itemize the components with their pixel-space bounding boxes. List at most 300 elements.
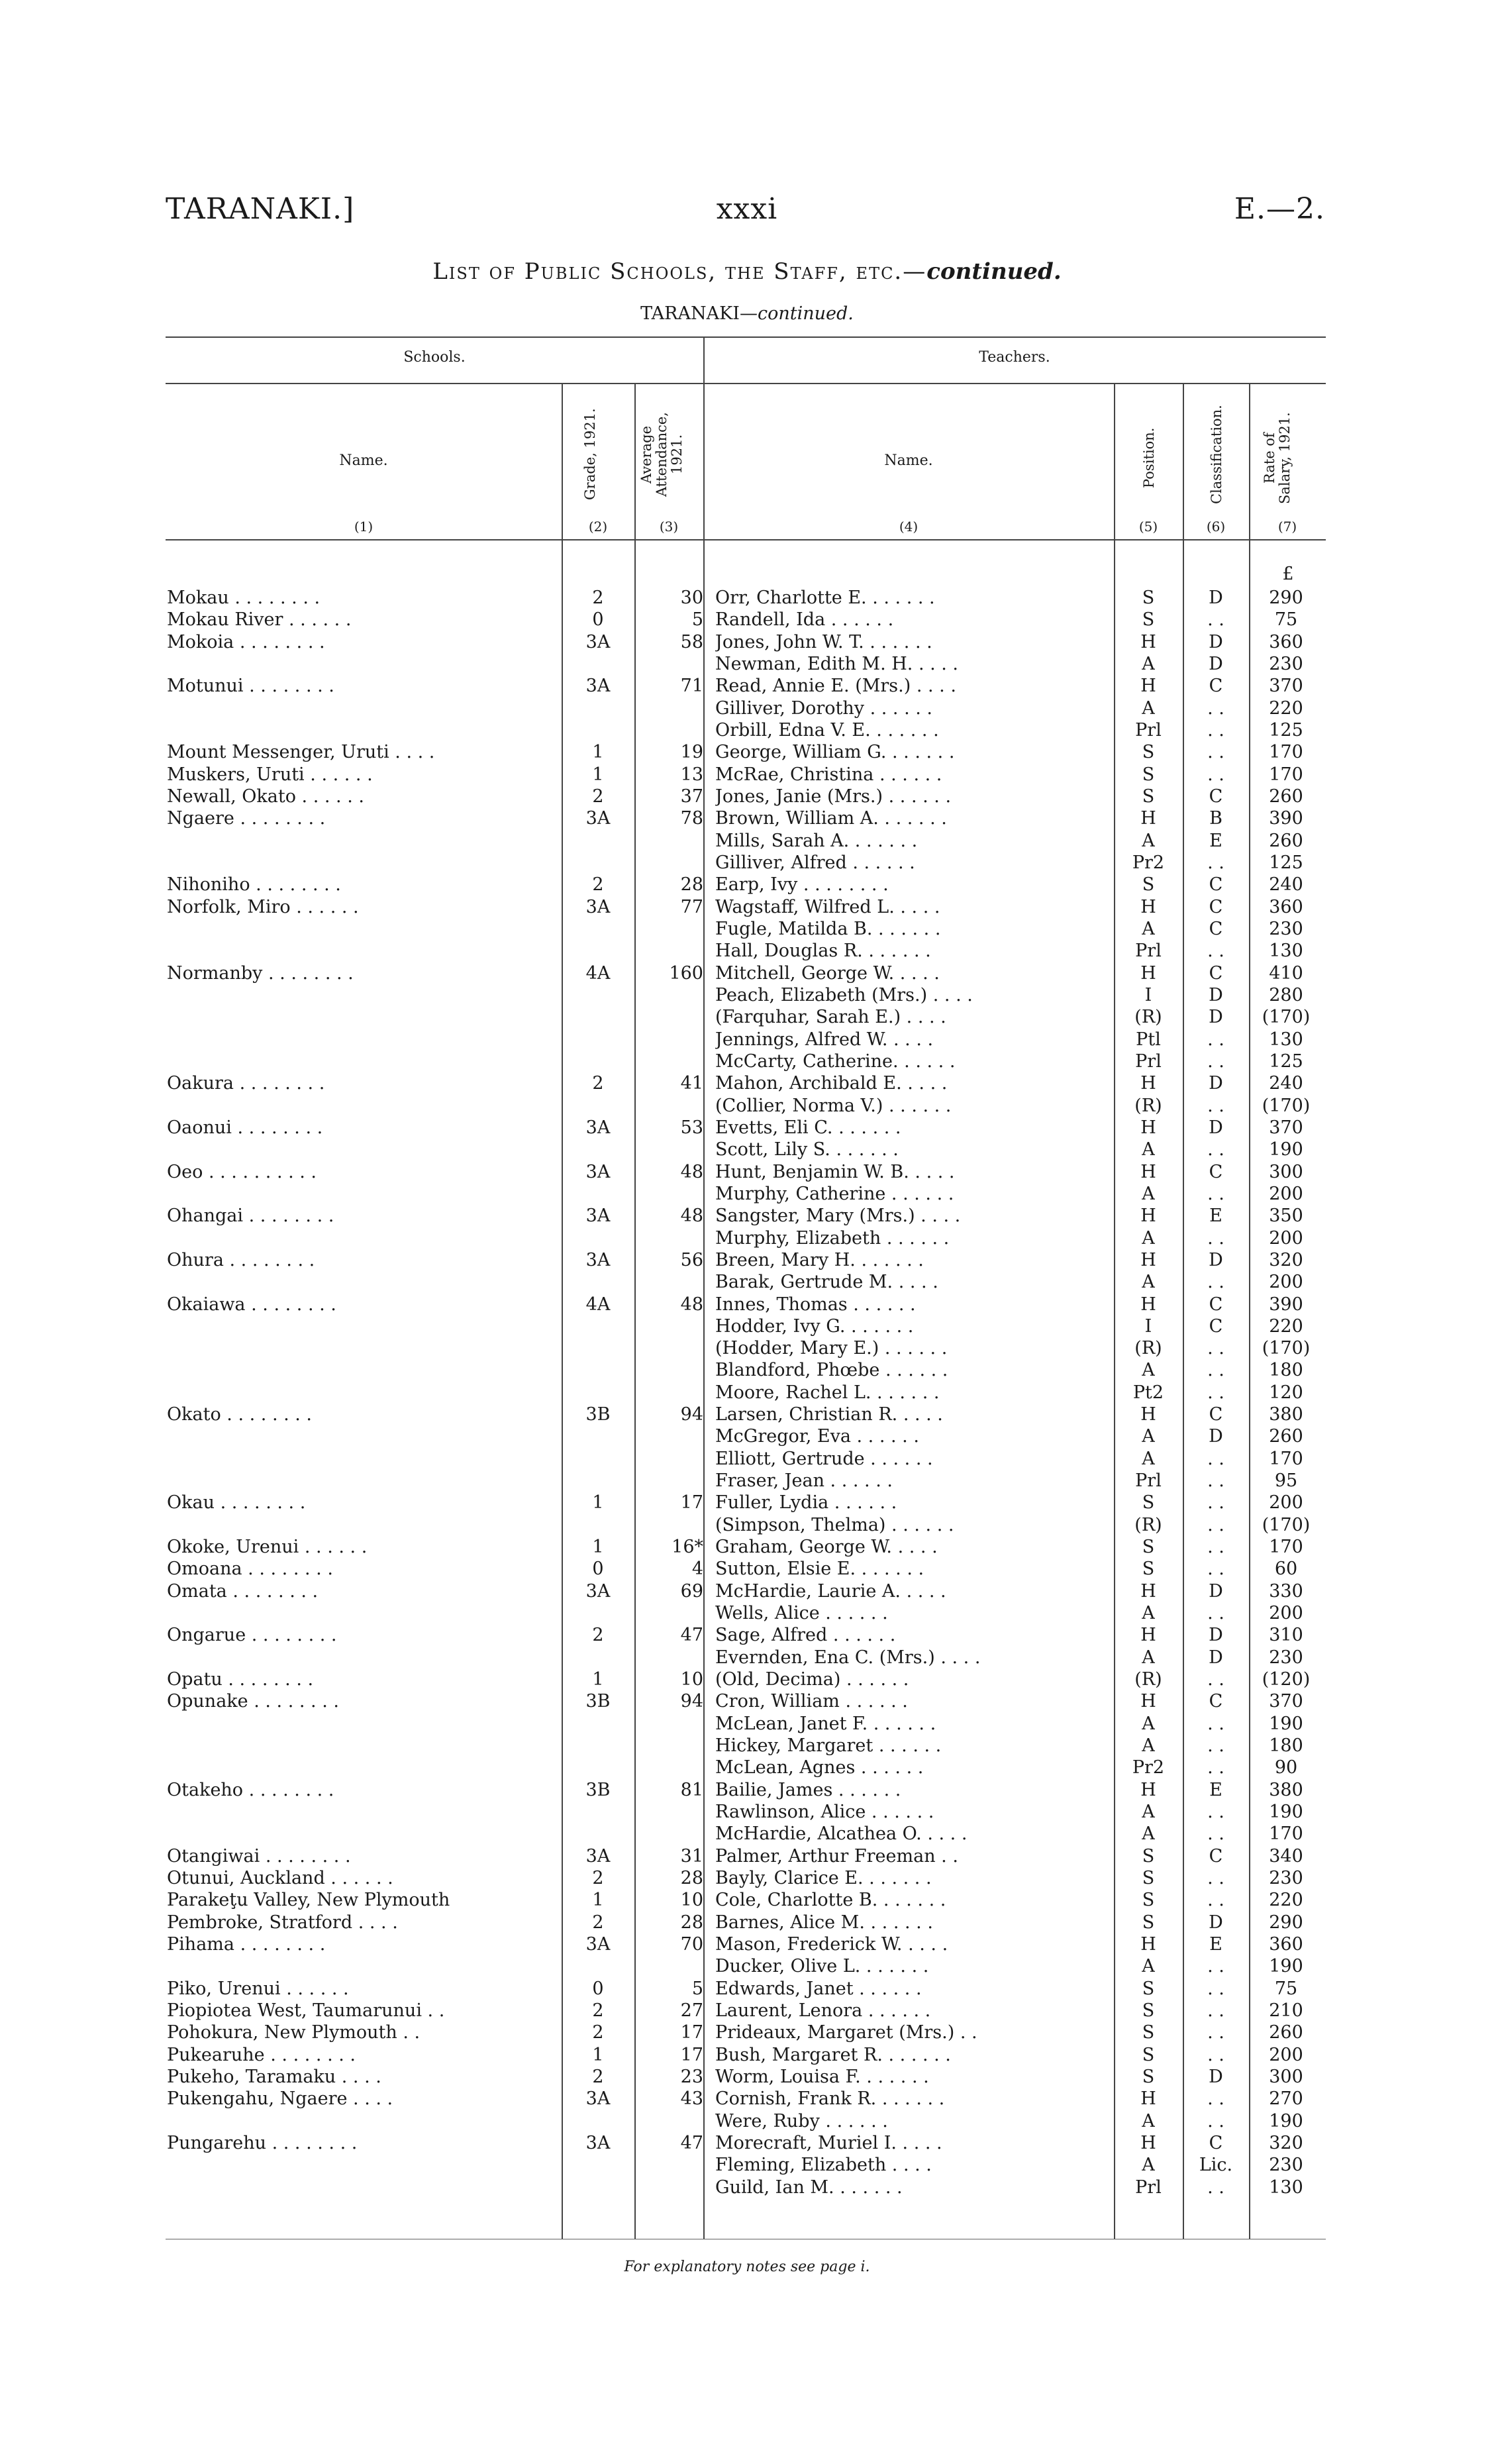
table-row	[0, 1051, 1494, 1072]
grade-cell: 1	[592, 742, 604, 763]
classification-cell: . .	[1207, 697, 1224, 719]
grade-cell: 3B	[585, 1779, 611, 1800]
salary-cell: 210	[1269, 2000, 1303, 2021]
teacher-name-cell: Bush, Margaret R. . . . . . .	[715, 2044, 951, 2065]
table-row	[0, 2110, 1494, 2132]
school-name-cell: Muskers, Uruti . . . . . .	[167, 764, 373, 785]
classification-cell: C	[1209, 896, 1223, 917]
table-row	[0, 1249, 1494, 1271]
classification-cell: D	[1209, 1117, 1223, 1138]
classification-cell: . .	[1207, 1978, 1224, 1999]
position-cell: A	[1142, 1647, 1155, 1668]
salary-cell: 170	[1269, 742, 1303, 763]
table-row	[0, 918, 1494, 940]
salary-cell: 370	[1269, 1691, 1303, 1712]
classification-cell: D	[1209, 631, 1223, 652]
school-name-cell: Pukengahu, Ngaere . . . .	[167, 2088, 393, 2110]
grade-cell: 3A	[585, 1580, 611, 1602]
attendance-cell: 17	[680, 2044, 703, 2065]
teacher-name-cell: Brown, William A. . . . . . .	[715, 808, 947, 829]
salary-cell: 320	[1269, 2132, 1303, 2153]
teacher-name-cell: Sage, Alfred . . . . . .	[715, 1625, 896, 1646]
salary-cell: 300	[1269, 2066, 1303, 2087]
position-cell: I	[1144, 1315, 1152, 1337]
salary-cell: 390	[1269, 808, 1303, 829]
grade-cell: 3A	[585, 1249, 611, 1270]
attendance-cell: 28	[680, 874, 703, 896]
attendance-cell: 19	[680, 742, 703, 763]
teacher-name-cell: Edwards, Janet . . . . . .	[715, 1978, 922, 1999]
attendance-cell: 48	[680, 1161, 703, 1182]
table-row	[0, 1624, 1494, 1646]
grade-cell: 3A	[585, 896, 611, 917]
school-name-cell: Otangiwai . . . . . . . .	[167, 1845, 351, 1867]
school-name-cell: Ohura . . . . . . . .	[167, 1249, 315, 1270]
table-row	[0, 2022, 1494, 2043]
table-row	[0, 1889, 1494, 1911]
table-row	[0, 1933, 1494, 1955]
attendance-cell: 47	[680, 2132, 703, 2153]
grade-cell: 2	[592, 1073, 604, 1094]
grade-cell: 3A	[585, 2088, 611, 2110]
salary-cell: 220	[1269, 1890, 1303, 1911]
table-row	[0, 741, 1494, 763]
position-cell: (R)	[1134, 1007, 1162, 1028]
school-name-cell: Opunake . . . . . . . .	[167, 1691, 339, 1712]
classification-cell: C	[1209, 1315, 1223, 1337]
table-row	[0, 1470, 1494, 1492]
attendance-cell: 37	[680, 786, 703, 807]
school-name-cell: Norfolk, Miro . . . . . .	[167, 896, 359, 917]
attendance-cell: 94	[680, 1404, 703, 1425]
school-name-cell: Pukearuhe . . . . . . . .	[167, 2044, 356, 2065]
footnote: For explanatory notes see page i.	[624, 2259, 870, 2275]
teacher-name-cell: Jennings, Alfred W. . . . .	[715, 1029, 934, 1050]
page-title-text: List of Public Schools, the Staff, etc.—	[432, 258, 927, 285]
grade-cell: 3B	[585, 1691, 611, 1712]
teacher-name-cell: Moore, Rachel L. . . . . . .	[715, 1382, 940, 1403]
salary-cell: 270	[1269, 2088, 1303, 2110]
classification-cell: B	[1209, 808, 1222, 829]
teacher-name-cell: Barak, Gertrude M. . . . .	[715, 1272, 938, 1293]
salary-cell: 390	[1269, 1294, 1303, 1315]
school-name-cell: Pihama . . . . . . . .	[167, 1934, 326, 1955]
classification-cell: C	[1209, 1691, 1223, 1712]
attendance-cell: 5	[691, 609, 703, 631]
teacher-name-cell: Peach, Elizabeth (Mrs.) . . . .	[715, 984, 973, 1005]
salary-cell: 370	[1269, 676, 1303, 697]
position-cell: S	[1142, 1912, 1155, 1933]
salary-cell: 260	[1269, 786, 1303, 807]
school-name-header: Name.	[339, 452, 388, 469]
salary-cell: 130	[1269, 1029, 1303, 1050]
position-cell: H	[1140, 2132, 1156, 2153]
attendance-cell: 69	[680, 1580, 703, 1602]
classification-cell: . .	[1207, 852, 1224, 873]
table-row	[0, 697, 1494, 719]
classification-cell: . .	[1207, 1735, 1224, 1757]
position-cell: A	[1142, 1823, 1155, 1845]
classification-cell: . .	[1207, 1338, 1224, 1359]
position-cell: A	[1142, 1735, 1155, 1757]
salary-cell: 200	[1269, 1272, 1303, 1293]
teacher-name-cell: Scott, Lily S. . . . . . .	[715, 1139, 899, 1160]
position-cell: S	[1142, 2000, 1155, 2021]
salary-cell: (170)	[1262, 1095, 1311, 1116]
position-header: Position.	[1141, 427, 1157, 488]
teacher-name-cell: Sutton, Elsie E. . . . . . .	[715, 1559, 924, 1580]
position-cell: H	[1140, 1249, 1156, 1270]
classification-cell: D	[1209, 588, 1223, 608]
classification-cell: . .	[1207, 1272, 1224, 1293]
table-row	[0, 1912, 1494, 1933]
salary-cell: (170)	[1262, 1338, 1311, 1359]
teacher-name-cell: McRae, Christina . . . . . .	[715, 764, 942, 785]
teacher-name-cell: Rawlinson, Alice . . . . . .	[715, 1802, 934, 1823]
teacher-name-cell: Mills, Sarah A. . . . . . .	[715, 830, 918, 851]
position-cell: S	[1142, 2044, 1155, 2065]
teacher-name-cell: McHardie, Alcathea O. . . . .	[715, 1823, 968, 1845]
position-cell: A	[1142, 830, 1155, 851]
classification-cell: . .	[1207, 609, 1224, 631]
classification-cell: C	[1209, 962, 1223, 984]
table-row	[0, 852, 1494, 874]
position-cell: H	[1140, 1691, 1156, 1712]
teacher-name-cell: Jones, John W. T. . . . . . .	[715, 631, 932, 652]
table-row	[0, 1448, 1494, 1470]
position-cell: A	[1142, 1139, 1155, 1160]
classification-cell: . .	[1207, 1029, 1224, 1050]
grade-cell: 3A	[585, 631, 611, 652]
salary-cell: 380	[1269, 1779, 1303, 1800]
attendance-cell: 71	[680, 676, 703, 697]
teacher-name-cell: Worm, Louisa F. . . . . . .	[715, 2066, 929, 2087]
classification-cell: . .	[1207, 1227, 1224, 1249]
position-cell: S	[1142, 2022, 1155, 2043]
grade-cell: 2	[592, 786, 604, 807]
salary-cell: 60	[1274, 1559, 1298, 1580]
position-cell: H	[1140, 1161, 1156, 1182]
salary-cell: 260	[1269, 830, 1303, 851]
table-row	[0, 2066, 1494, 2088]
school-name-cell: Oeo . . . . . . . . . .	[167, 1161, 317, 1182]
teacher-name-cell: Murphy, Catherine . . . . . .	[715, 1183, 954, 1204]
school-name-cell: Ongarue . . . . . . . .	[167, 1625, 337, 1646]
teacher-name-cell: (Hodder, Mary E.) . . . . . .	[715, 1338, 948, 1359]
column-number: (7)	[1277, 519, 1297, 535]
table-row	[0, 830, 1494, 852]
school-name-cell: Pembroke, Stratford . . . .	[167, 1912, 398, 1933]
position-cell: Prl	[1135, 1470, 1162, 1492]
teacher-name-cell: McGregor, Eva . . . . . .	[715, 1426, 919, 1447]
grade-cell: 1	[592, 764, 604, 785]
table-row	[0, 2154, 1494, 2176]
teacher-name-cell: Earp, Ivy . . . . . . . .	[715, 874, 889, 896]
salary-cell: 170	[1269, 764, 1303, 785]
classification-cell: . .	[1207, 742, 1224, 763]
salary-cell: 260	[1269, 1426, 1303, 1447]
attendance-cell: 16*	[672, 1537, 703, 1558]
page-subtitle-text: TARANAKI—	[640, 303, 758, 324]
position-cell: A	[1142, 2155, 1155, 2176]
classification-cell: . .	[1207, 764, 1224, 785]
classification-cell: D	[1209, 1580, 1223, 1602]
classification-cell: . .	[1207, 1139, 1224, 1160]
table-row	[0, 1382, 1494, 1404]
school-name-cell: Normanby . . . . . . . .	[167, 962, 354, 984]
attendance-cell: 48	[680, 1206, 703, 1227]
table-row	[0, 1072, 1494, 1094]
classification-cell: E	[1209, 1779, 1222, 1800]
classification-cell: C	[1209, 1845, 1223, 1867]
table-row	[0, 1095, 1494, 1117]
teacher-name-cell: (Simpson, Thelma) . . . . . .	[715, 1514, 954, 1535]
school-name-cell: Ngaere . . . . . . . .	[167, 808, 326, 829]
table-row	[0, 587, 1494, 609]
salary-cell: 290	[1269, 1912, 1303, 1933]
attendance-cell: 28	[680, 1912, 703, 1933]
table-row	[0, 2000, 1494, 2022]
school-name-cell: Okato . . . . . . . .	[167, 1404, 313, 1425]
salary-cell: 410	[1269, 962, 1303, 984]
currency-symbol: £	[1282, 564, 1294, 584]
position-cell: S	[1142, 874, 1155, 896]
position-cell: S	[1142, 1845, 1155, 1867]
salary-cell: 190	[1269, 1139, 1303, 1160]
position-cell: S	[1142, 2066, 1155, 2087]
position-cell: H	[1140, 896, 1156, 917]
attendance-cell: 4	[691, 1559, 703, 1580]
teacher-name-cell: (Collier, Norma V.) . . . . . .	[715, 1095, 952, 1116]
teacher-name-cell: Orbill, Edna V. E. . . . . . .	[715, 719, 939, 741]
position-cell: Pt2	[1132, 1382, 1164, 1403]
position-cell: (R)	[1134, 1338, 1162, 1359]
teacher-name-cell: McLean, Janet F. . . . . . .	[715, 1713, 936, 1734]
column-number: (2)	[588, 519, 608, 535]
column-number: (3)	[659, 519, 679, 535]
attendance-cell: 94	[680, 1691, 703, 1712]
school-name-cell: Mokau . . . . . . . .	[167, 588, 321, 608]
classification-cell: C	[1209, 2132, 1223, 2153]
school-name-cell: Mokoia . . . . . . . .	[167, 631, 325, 652]
school-name-cell: Nihoniho . . . . . . . .	[167, 874, 341, 896]
page-title-suffix: continued.	[926, 258, 1062, 285]
salary-cell: 170	[1269, 1537, 1303, 1558]
school-name-cell: Parakeţu Valley, New Plymouth	[167, 1890, 450, 1911]
classification-cell: . .	[1207, 1823, 1224, 1845]
table-row	[0, 2088, 1494, 2110]
position-cell: A	[1142, 1956, 1155, 1977]
position-cell: Ptl	[1136, 1029, 1161, 1050]
teacher-name-cell: Gilliver, Dorothy . . . . . .	[715, 697, 932, 719]
table-row	[0, 1404, 1494, 1425]
classification-cell: . .	[1207, 2110, 1224, 2131]
position-cell: (R)	[1134, 1095, 1162, 1116]
salary-cell: 180	[1269, 1735, 1303, 1757]
attendance-cell: 41	[680, 1073, 703, 1094]
school-name-cell: Okoke, Urenui . . . . . .	[167, 1537, 368, 1558]
salary-cell: 240	[1269, 1073, 1303, 1094]
salary-cell: 170	[1269, 1823, 1303, 1845]
attendance-cell: 78	[680, 808, 703, 829]
attendance-cell: 70	[680, 1934, 703, 1955]
classification-cell: E	[1209, 1934, 1222, 1955]
table-row	[0, 1823, 1494, 1845]
position-cell: A	[1142, 1183, 1155, 1204]
table-body	[0, 587, 1494, 2198]
teacher-name-cell: Innes, Thomas . . . . . .	[715, 1294, 916, 1315]
table-row	[0, 1558, 1494, 1580]
position-cell: S	[1142, 1978, 1155, 1999]
salary-cell: 200	[1269, 1603, 1303, 1624]
column-number: (4)	[899, 519, 919, 535]
attendance-cell: 48	[680, 1294, 703, 1315]
salary-cell: 75	[1274, 1978, 1298, 1999]
position-cell: S	[1142, 609, 1155, 631]
salary-cell: 260	[1269, 2022, 1303, 2043]
page-subtitle-suffix: continued.	[757, 303, 854, 324]
classification-cell: . .	[1207, 1051, 1224, 1072]
position-cell: S	[1142, 588, 1155, 608]
classification-cell: . .	[1207, 941, 1224, 962]
group-header-rule	[166, 383, 1326, 384]
grade-cell: 3A	[585, 1117, 611, 1138]
teachers-group-header: Teachers.	[979, 349, 1050, 366]
classification-cell: E	[1209, 830, 1222, 851]
classification-cell: . .	[1207, 2000, 1224, 2021]
table-row	[0, 719, 1494, 741]
grade-cell: 2	[592, 2022, 604, 2043]
classification-cell: . .	[1207, 1956, 1224, 1977]
school-name-cell: Ohangai . . . . . . . .	[167, 1206, 334, 1227]
table-row	[0, 1117, 1494, 1139]
teacher-name-cell: Ducker, Olive L. . . . . . .	[715, 1956, 929, 1977]
grade-cell: 0	[592, 609, 604, 631]
classification-cell: D	[1209, 1912, 1223, 1933]
salary-cell: (170)	[1262, 1007, 1311, 1028]
table-row	[0, 1139, 1494, 1160]
column-number: (6)	[1206, 519, 1226, 535]
page-title	[0, 258, 1494, 285]
classification-cell: . .	[1207, 1448, 1224, 1469]
teacher-name-cell: (Farquhar, Sarah E.) . . . .	[715, 1007, 946, 1028]
classification-cell: D	[1209, 1073, 1223, 1094]
table-row	[0, 675, 1494, 697]
teacher-name-cell: Gilliver, Alfred . . . . . .	[715, 852, 915, 873]
salary-cell: 230	[1269, 1647, 1303, 1668]
table-row	[0, 1271, 1494, 1293]
table-row	[0, 940, 1494, 962]
teacher-name-cell: Mason, Frederick W. . . . .	[715, 1934, 948, 1955]
teacher-name-header: Name.	[884, 452, 933, 469]
teacher-name-cell: Evernden, Ena C. (Mrs.) . . . .	[715, 1647, 981, 1668]
teacher-name-cell: Hickey, Margaret . . . . . .	[715, 1735, 942, 1757]
position-cell: A	[1142, 918, 1155, 939]
salary-cell: 230	[1269, 1868, 1303, 1889]
teacher-name-cell: Bailie, James . . . . . .	[715, 1779, 901, 1800]
table-row	[0, 1867, 1494, 1889]
classification-cell: . .	[1207, 1095, 1224, 1116]
school-name-cell: Omata . . . . . . . .	[167, 1580, 319, 1602]
classification-cell: . .	[1207, 1537, 1224, 1558]
grade-cell: 3A	[585, 808, 611, 829]
teacher-name-cell: Prideaux, Margaret (Mrs.) . .	[715, 2022, 977, 2043]
table-row	[0, 1425, 1494, 1447]
position-cell: A	[1142, 1603, 1155, 1624]
classification-cell: . .	[1207, 2022, 1224, 2043]
salary-cell: 90	[1274, 1757, 1298, 1778]
teacher-name-cell: Mahon, Archibald E. . . . .	[715, 1073, 948, 1094]
teacher-name-cell: McHardie, Laurie A. . . . .	[715, 1580, 946, 1602]
position-cell: A	[1142, 653, 1155, 674]
school-name-cell: Mokau River . . . . . .	[167, 609, 352, 631]
teacher-name-cell: Palmer, Arthur Freeman . .	[715, 1845, 958, 1867]
school-name-cell: Piopiotea West, Taumarunui . .	[167, 2000, 445, 2021]
grade-cell: 3B	[585, 1404, 611, 1425]
table-row	[0, 653, 1494, 675]
classification-cell: . .	[1207, 2044, 1224, 2065]
teacher-name-cell: Mitchell, George W. . . . .	[715, 962, 940, 984]
attendance-cell: 17	[680, 1492, 703, 1514]
teacher-name-cell: Hunt, Benjamin W. B. . . . .	[715, 1161, 955, 1182]
table-row	[0, 962, 1494, 984]
position-cell: I	[1144, 984, 1152, 1005]
attendance-cell: 56	[680, 1249, 703, 1270]
teacher-name-cell: Bayly, Clarice E. . . . . . .	[715, 1868, 932, 1889]
teacher-name-cell: Larsen, Christian R. . . . .	[715, 1404, 943, 1425]
salary-cell: 75	[1274, 609, 1298, 631]
grade-cell: 2	[592, 1912, 604, 1933]
position-cell: S	[1142, 1537, 1155, 1558]
attendance-cell: 160	[669, 962, 703, 984]
position-cell: Prl	[1135, 719, 1162, 741]
position-cell: H	[1140, 1779, 1156, 1800]
grade-cell: 1	[592, 1669, 604, 1690]
table-row	[0, 1580, 1494, 1602]
school-name-cell: Newall, Okato . . . . . .	[167, 786, 364, 807]
salary-cell: (170)	[1262, 1514, 1311, 1535]
attendance-cell: 58	[680, 631, 703, 652]
salary-cell: 350	[1269, 1206, 1303, 1227]
classification-cell: . .	[1207, 1669, 1224, 1690]
table-row	[0, 874, 1494, 896]
table-row	[0, 1315, 1494, 1337]
document-code: E.—2.	[1234, 192, 1325, 226]
attendance-cell: 13	[680, 764, 703, 785]
position-cell: (R)	[1134, 1514, 1162, 1535]
position-cell: S	[1142, 1890, 1155, 1911]
classification-cell: E	[1209, 1206, 1222, 1227]
salary-cell: 240	[1269, 874, 1303, 896]
school-name-cell: Piko, Urenui . . . . . .	[167, 1978, 349, 1999]
salary-cell: 330	[1269, 1580, 1303, 1602]
grade-cell: 2	[592, 1625, 604, 1646]
position-cell: H	[1140, 676, 1156, 697]
grade-cell: 3A	[585, 1206, 611, 1227]
table-row	[0, 1359, 1494, 1381]
table-row	[0, 1602, 1494, 1624]
table-row	[0, 984, 1494, 1006]
salary-cell: 125	[1269, 852, 1303, 873]
classification-cell: D	[1209, 1007, 1223, 1028]
classification-cell: . .	[1207, 1360, 1224, 1381]
attendance-cell: 31	[680, 1845, 703, 1867]
position-cell: Pr2	[1132, 852, 1165, 873]
teacher-name-cell: Sangster, Mary (Mrs.) . . . .	[715, 1206, 961, 1227]
attendance-cell: 10	[680, 1890, 703, 1911]
attendance-cell: 23	[680, 2066, 703, 2087]
grade-cell: 4A	[585, 1294, 611, 1315]
